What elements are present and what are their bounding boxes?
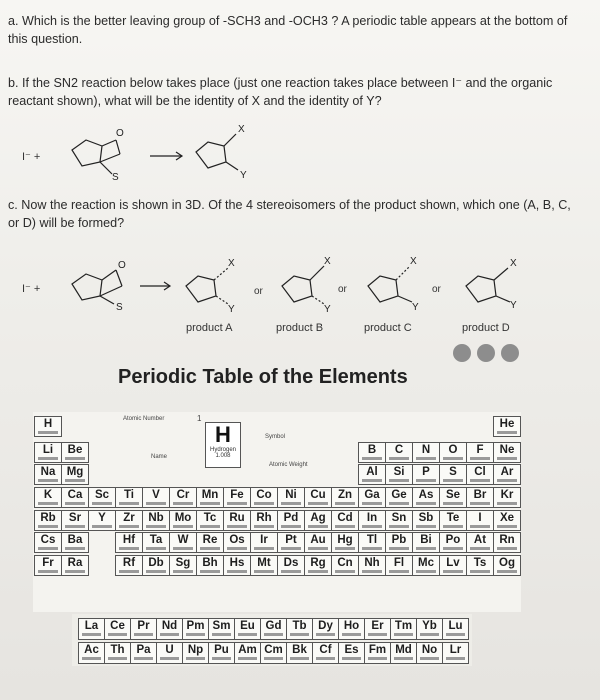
element-ni: Ni [277, 487, 305, 508]
question-c [8, 196, 583, 232]
element-i: I [466, 510, 494, 531]
element-rf: Rf [115, 555, 143, 576]
element-tb: Tb [286, 618, 313, 640]
element-fm: Fm [364, 642, 391, 664]
key-symbol: H [215, 422, 231, 447]
element-f: F [466, 442, 494, 463]
element-re: Re [196, 532, 224, 553]
element-rb: Rb [34, 510, 62, 531]
key-weight-label: Atomic Weight [269, 462, 308, 468]
periodic-table [33, 412, 521, 612]
element-h: H [34, 416, 62, 437]
element-w: W [169, 532, 197, 553]
product-d-y: Y [510, 300, 517, 311]
element-sb: Sb [412, 510, 440, 531]
reactant-s-label: S [112, 172, 119, 183]
element-lr: Lr [442, 642, 469, 664]
element-li: Li [34, 442, 62, 463]
element-tm: Tm [390, 618, 417, 640]
question-c-text: c. Now the reaction is shown in 3D. Of the 4 stereoisomers of the product shown, which one (A, B, C, or D) will be formed? [8, 198, 571, 230]
element-se: Se [439, 487, 467, 508]
element-eu: Eu [234, 618, 261, 640]
element-la: La [78, 618, 105, 640]
key-name: Hydrogen [209, 447, 236, 453]
element-ca: Ca [61, 487, 89, 508]
element-ra: Ra [61, 555, 89, 576]
question-b [8, 74, 583, 110]
element-o: O [439, 442, 467, 463]
element-mo: Mo [169, 510, 197, 531]
element-nd: Nd [156, 618, 183, 640]
product-a-x: X [228, 258, 235, 269]
periodic-table-title: Periodic Table of the Elements [118, 366, 408, 388]
element-ta: Ta [142, 532, 170, 553]
element-br: Br [466, 487, 494, 508]
element-tc: Tc [196, 510, 224, 531]
element-cs: Cs [34, 532, 62, 553]
element-k: K [34, 487, 62, 508]
element-nh: Nh [358, 555, 386, 576]
element-ru: Ru [223, 510, 251, 531]
element-ar: Ar [493, 464, 521, 485]
key-symbol-label: Symbol [265, 434, 286, 440]
product-b-y-label: Y [240, 170, 247, 181]
element-b: B [358, 442, 386, 463]
element-s: S [439, 464, 467, 485]
element-zn: Zn [331, 487, 359, 508]
product-c-y: Y [412, 302, 419, 313]
product-c-label: product C [364, 322, 412, 334]
element-bh: Bh [196, 555, 224, 576]
element-pb: Pb [385, 532, 413, 553]
element-sg: Sg [169, 555, 197, 576]
element-n: N [412, 442, 440, 463]
product-c-x: X [410, 256, 417, 267]
element-no: No [416, 642, 443, 664]
element-he: He [493, 416, 521, 437]
element-mn: Mn [196, 487, 224, 508]
element-y: Y [88, 510, 116, 531]
element-be: Be [61, 442, 89, 463]
image-overlay-icons [453, 344, 523, 362]
element-ga: Ga [358, 487, 386, 508]
key-number: 1 [197, 414, 202, 423]
product-d-structure [466, 268, 510, 302]
element-rh: Rh [250, 510, 278, 531]
element-c: C [385, 442, 413, 463]
element-os: Os [223, 532, 251, 553]
element-na: Na [34, 464, 62, 485]
or-label-1: or [254, 286, 263, 297]
element-ho: Ho [338, 618, 365, 640]
element-ag: Ag [304, 510, 332, 531]
element-au: Au [304, 532, 332, 553]
element-ti: Ti [115, 487, 143, 508]
element-in: In [358, 510, 386, 531]
product-b-x: X [324, 256, 331, 267]
f-block-table [72, 614, 472, 666]
element-pd: Pd [277, 510, 305, 531]
element-sc: Sc [88, 487, 116, 508]
element-sm: Sm [208, 618, 235, 640]
product-b-label: product B [276, 322, 324, 334]
element-as: As [412, 487, 440, 508]
or-label-3: or [432, 284, 441, 295]
element-mt: Mt [250, 555, 278, 576]
element-xe: Xe [493, 510, 521, 531]
element-md: Md [390, 642, 417, 664]
element-ba: Ba [61, 532, 89, 553]
element-bi: Bi [412, 532, 440, 553]
element-u: U [156, 642, 183, 664]
element-fl: Fl [385, 555, 413, 576]
info-icon [477, 344, 495, 362]
key-name-label: Name [151, 454, 168, 460]
share-icon [453, 344, 471, 362]
key-atomic-number-label: Atomic Number [123, 416, 165, 422]
element-p: P [412, 464, 440, 485]
key-cell [205, 422, 241, 468]
reactant-o-label: O [116, 128, 124, 139]
element-db: Db [142, 555, 170, 576]
element-sn: Sn [385, 510, 413, 531]
element-es: Es [338, 642, 365, 664]
product-a-y: Y [228, 304, 235, 315]
element-lu: Lu [442, 618, 469, 640]
reactant-3d-structure [72, 270, 122, 304]
element-pa: Pa [130, 642, 157, 664]
product-b-structure [282, 266, 324, 304]
question-b-text: b. If the SN2 reaction below takes place (just one reaction takes place between I⁻ and the organic reactant shown), what will be the identity of X and the identity of Y? [8, 76, 553, 108]
element-np: Np [182, 642, 209, 664]
element-sr: Sr [61, 510, 89, 531]
element-pr: Pr [130, 618, 157, 640]
reactant-3d-s-label: S [116, 302, 123, 313]
element-mc: Mc [412, 555, 440, 576]
reaction-arrow-b [150, 152, 182, 160]
reactant-3d-o-label: O [118, 260, 126, 271]
element-nb: Nb [142, 510, 170, 531]
element-ir: Ir [250, 532, 278, 553]
element-rn: Rn [493, 532, 521, 553]
element-cn: Cn [331, 555, 359, 576]
question-a [8, 12, 583, 48]
element-te: Te [439, 510, 467, 531]
reaction-b-reagent: I⁻ + [22, 151, 41, 163]
element-cf: Cf [312, 642, 339, 664]
element-yb: Yb [416, 618, 443, 640]
product-d-label: product D [462, 322, 510, 334]
product-structure-b [196, 134, 238, 170]
element-cr: Cr [169, 487, 197, 508]
element-cm: Cm [260, 642, 287, 664]
product-c-structure [368, 266, 412, 302]
product-a-structure [186, 268, 228, 304]
element-cd: Cd [331, 510, 359, 531]
element-kr: Kr [493, 487, 521, 508]
element-tl: Tl [358, 532, 386, 553]
element-v: V [142, 487, 170, 508]
reaction-b-diagram [20, 118, 260, 188]
element-ds: Ds [277, 555, 305, 576]
element-er: Er [364, 618, 391, 640]
element-fr: Fr [34, 555, 62, 576]
reaction-c-reagent: I⁻ + [22, 283, 41, 295]
or-label-2: or [338, 284, 347, 295]
element-cl: Cl [466, 464, 494, 485]
element-th: Th [104, 642, 131, 664]
link-icon [501, 344, 519, 362]
element-al: Al [358, 464, 386, 485]
reaction-arrow-c [140, 282, 170, 290]
element-pm: Pm [182, 618, 209, 640]
element-po: Po [439, 532, 467, 553]
element-hf: Hf [115, 532, 143, 553]
element-fe: Fe [223, 487, 251, 508]
element-cu: Cu [304, 487, 332, 508]
element-og: Og [493, 555, 521, 576]
element-ts: Ts [466, 555, 494, 576]
element-hs: Hs [223, 555, 251, 576]
element-ce: Ce [104, 618, 131, 640]
element-hg: Hg [331, 532, 359, 553]
element-am: Am [234, 642, 261, 664]
element-si: Si [385, 464, 413, 485]
product-b-x-label: X [238, 124, 245, 135]
element-pt: Pt [277, 532, 305, 553]
key-weight: 1.008 [215, 453, 231, 459]
reaction-c-diagram [20, 252, 540, 322]
element-ne: Ne [493, 442, 521, 463]
element-mg: Mg [61, 464, 89, 485]
element-dy: Dy [312, 618, 339, 640]
element-gd: Gd [260, 618, 287, 640]
element-at: At [466, 532, 494, 553]
element-ge: Ge [385, 487, 413, 508]
element-bk: Bk [286, 642, 313, 664]
product-d-x: X [510, 258, 517, 269]
question-a-text: a. Which is the better leaving group of -SCH3 and -OCH3 ? A periodic table appears at the bottom of this question. [8, 14, 568, 46]
element-co: Co [250, 487, 278, 508]
element-zr: Zr [115, 510, 143, 531]
product-a-label: product A [186, 322, 233, 334]
element-lv: Lv [439, 555, 467, 576]
product-b-y: Y [324, 304, 331, 315]
reactant-structure [72, 140, 120, 174]
element-ac: Ac [78, 642, 105, 664]
element-pu: Pu [208, 642, 235, 664]
element-rg: Rg [304, 555, 332, 576]
